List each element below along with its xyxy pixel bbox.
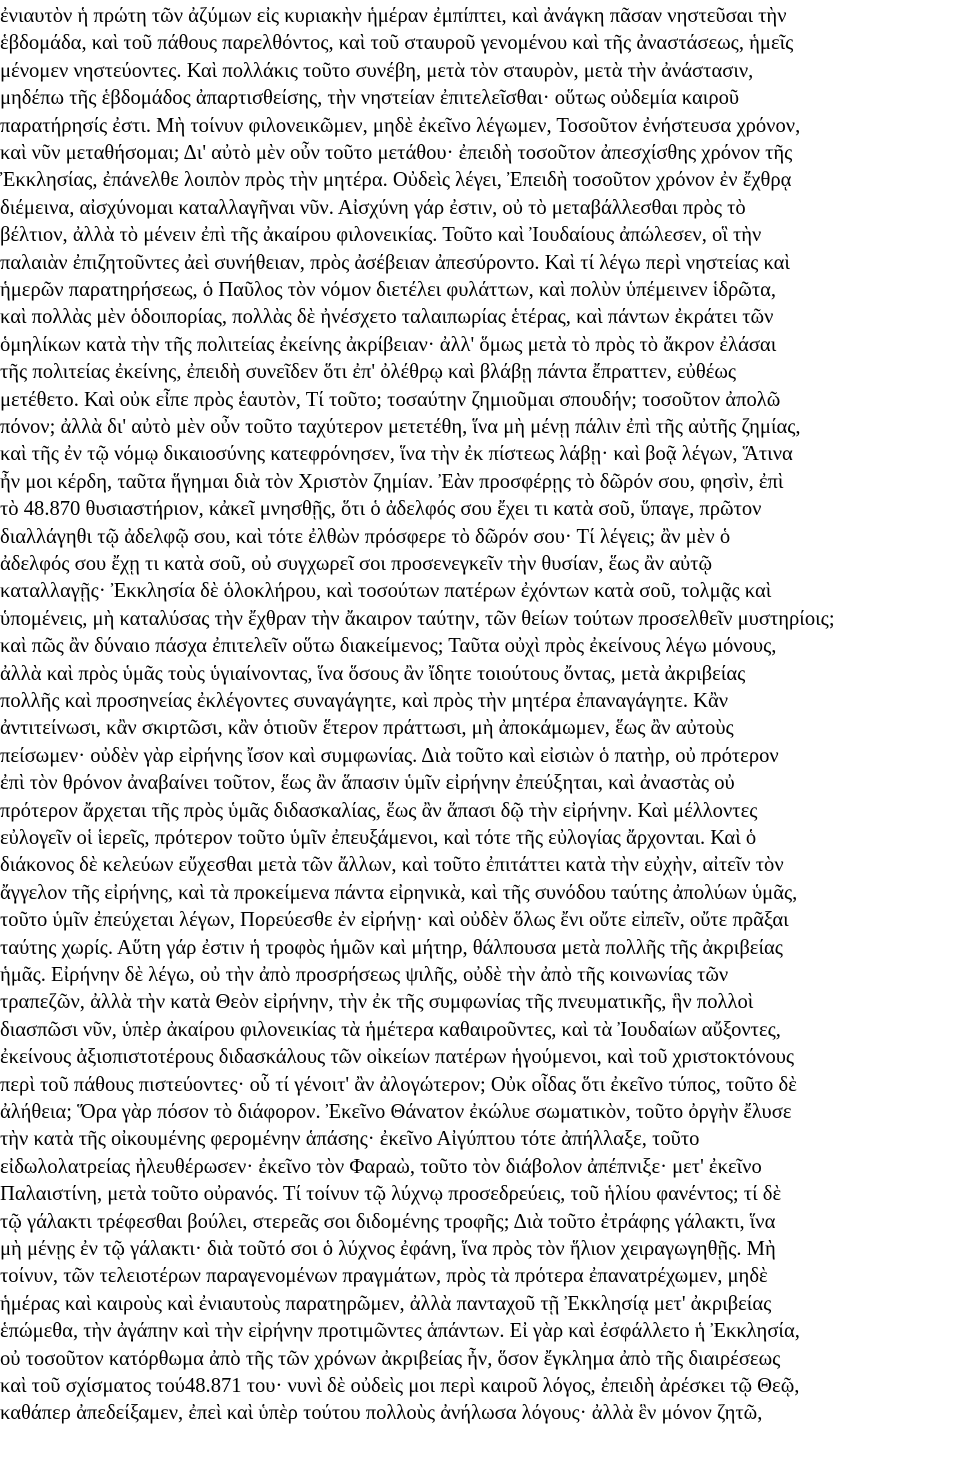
- text-line: εὐλογεῖν οἱ ἱερεῖς, πρότερον τοῦτο ὑμῖν ἐπευξάμενοι, καὶ τότε τῆς εὐλογίας ἄρχονται. Καὶ ὁ: [0, 827, 757, 849]
- text-line: βέλτιον, ἀλλὰ τὸ μένειν ἐπὶ τῆς ἀκαίρου φιλονεικίας. Τοῦτο καὶ Ἰουδαίους ἀπώλεσεν, οἳ τὴν: [0, 224, 762, 247]
- text-line: ἦν μοι κέρδη, ταῦτα ἥγημαι διὰ τὸν Χριστὸν ζημίαν. Ἐὰν προσφέρῃς τὸ δῶρόν σου, φησὶν, ἐπὶ: [0, 470, 784, 493]
- text-line: εἰδωλολατρείας ἠλευθέρωσεν· ἐκεῖνο τὸν Φαραὼ, τοῦτο τὸν διάβολον ἀπέπνιξε· μετ' ἐκεῖνο: [0, 1155, 762, 1178]
- text-line: ὑπομένεις, μὴ καταλύσας τὴν ἔχθραν τὴν ἄκαιρον ταύτην, τῶν θείων τούτων προσελθεῖν μυστηρίοις;: [0, 607, 835, 630]
- text-line: ἡμέρας καὶ καιροὺς καὶ ἐνιαυτοὺς παρατηρῶμεν, ἀλλὰ πανταχοῦ τῇ Ἐκκλησίᾳ μετ' ἀκριβείας: [0, 1292, 772, 1315]
- text-line: Παλαιστίνη, μετὰ τοῦτο οὐρανός. Τί τοίνυν τῷ λύχνῳ προσεδρεύεις, τοῦ ἡλίου φανέντος; τί δὲ: [0, 1183, 782, 1206]
- text-line: περὶ τοῦ πάθους πιστεύοντες· οὗ τί γένοιτ' ἂν ἀλογώτερον; Οὐκ οἶδας ὅτι ἐκεῖνο τύπος, τοῦτο δὲ: [0, 1073, 797, 1096]
- text-line: τῷ γάλακτι τρέφεσθαι βούλει, στερεᾶς σοι διδομένης τροφῆς; Διὰ τοῦτο ἐτράφης γάλακτι, ἵνα: [0, 1210, 776, 1233]
- text-line: πολλῆς καὶ προσηνείας ἐκλέγοντες συναγάγητε, καὶ πρὸς τὴν μητέρα ἐπαναγάγητε. Κἂν: [0, 690, 729, 712]
- text-line: διασπῶσι νῦν, ὑπὲρ ἀκαίρου φιλονεικίας τὰ ἡμέτερα καθαιροῦντες, καὶ τὰ Ἰουδαίων αὔξοντες,: [0, 1018, 781, 1041]
- text-line: τῆς πολιτείας ἐκείνης, ἐπειδὴ συνεῖδεν ὅτι ἐπ' ὀλέθρῳ καὶ βλάβῃ πάντα ἔπραττεν, εὐθέως: [0, 361, 737, 384]
- text-line: πείσωμεν· οὐδὲν γὰρ εἰρήνης ἴσον καὶ συμφωνίας. Διὰ τοῦτο καὶ εἰσιὼν ὁ πατὴρ, οὐ πρότερον: [0, 744, 779, 767]
- text-line: καὶ νῦν μεταθήσομαι; Δι' αὐτὸ μὲν οὖν τοῦτο μετάθου· ἐπειδὴ τοσοῦτον ἀπεσχίσθης χρόνον τῆς: [0, 142, 793, 164]
- text-line: τραπεζῶν, ἀλλὰ τὴν κατὰ Θεὸν εἰρήνην, τὴν ἐκ τῆς συμφωνίας τῆς πνευματικῆς, ἣν πολλοὶ: [0, 991, 754, 1014]
- text-line: ταύτης χωρίς. Αὕτη γάρ ἐστιν ἡ τροφὸς ἡμῶν καὶ μήτηρ, θάλπουσα μετὰ πολλῆς τῆς ἀκριβείας: [0, 936, 783, 959]
- text-line: καὶ πολλὰς μὲν ὁδοιπορίας, πολλὰς δὲ ἠνέσχετο ταλαιπωρίας ἑτέρας, καὶ πάντων ἐκράτει τῶν: [0, 306, 774, 329]
- text-line: τὸ 48.870 θυσιαστήριον, κἀκεῖ μνησθῇς, ὅτι ὁ ἀδελφός σου ἔχει τι κατὰ σοῦ, ὕπαγε, πρῶτον: [0, 498, 762, 521]
- text-line: μηδέπω τῆς ἑβδομάδος ἀπαρτισθείσης, τὴν νηστείαν ἐπιτελεῖσθαι· οὕτως οὐδεμία καιροῦ: [0, 87, 740, 110]
- text-line: ἀδελφός σου ἔχῃ τι κατὰ σοῦ, οὐ συγχωρεῖ σοι προσενεγκεῖν τὴν θυσίαν, ἕως ἂν αὐτῷ: [0, 553, 713, 575]
- text-line: τὴν κατὰ τῆς οἰκουμένης φερομένην ἁπάσης· ἐκεῖνο Αἰγύπτου τότε ἀπήλλαξε, τοῦτο: [0, 1128, 700, 1151]
- text-line: καταλλαγῇς· Ἐκκλησία δὲ ὁλοκλήρου, καὶ τοσούτων πατέρων ἐχόντων κατὰ σοῦ, τολμᾷς καὶ: [0, 580, 772, 603]
- text-line: ἐπὶ τὸν θρόνον ἀναβαίνει τοῦτον, ἕως ἂν ἅπασιν ὑμῖν εἰρήνην ἐπεύξηται, καὶ ἀναστὰς οὐ: [0, 772, 735, 795]
- text-line: ἀλλὰ καὶ πρὸς ὑμᾶς τοὺς ὑγιαίνοντας, ἵνα ὅσους ἂν ἴδητε τοιούτους ὄντας, μετὰ ἀκριβείας: [0, 662, 746, 685]
- text-line: ἄγγελον τῆς εἰρήνης, καὶ τὰ προκείμενα πάντα εἰρηνικὰ, καὶ τῆς συνόδου ταύτης ἀπολύων ὑμᾶς,: [0, 881, 798, 904]
- text-line: παρατήρησίς ἐστι. Μὴ τοίνυν φιλονεικῶμεν, μηδὲ ἐκεῖνο λέγωμεν, Τοσοῦτον ἐνήστευσα χρόνον,: [0, 114, 801, 137]
- text-line: οὐ τοσοῦτον κατόρθωμα ἀπὸ τῆς τῶν χρόνων ἀκριβείας ἦν, ὅσον ἔγκλημα ἀπὸ τῆς διαιρέσεως: [0, 1347, 781, 1370]
- text-line: μένομεν νηστεύοντες. Καὶ πολλάκις τοῦτο συνέβη, μετὰ τὸν σταυρὸν, μετὰ τὴν ἀνάστασιν,: [0, 59, 754, 82]
- text-line: παλαιὰν ἐπιζητοῦντες ἀεὶ συνήθειαν, πρὸς ἀσέβειαν ἀπεσύροντο. Καὶ τί λέγω περὶ νηστείας καὶ: [0, 251, 790, 274]
- text-line: ἐκείνους ἀξιοπιστοτέρους διδασκάλους τῶν οἰκείων πατέρων ἡγούμενοι, καὶ τοῦ χριστοκτόνους: [0, 1046, 795, 1069]
- text-line: τοῦτο ὑμῖν ἐπεύχεται λέγων, Πορεύεσθε ἐν εἰρήνῃ· καὶ οὐδὲν ὅλως ἔνι οὔτε εἰπεῖν, οὔτε πρᾶξαι: [0, 909, 789, 932]
- text-line: πόνον; ἀλλὰ δι' αὐτὸ μὲν οὖν τοῦτο ταχύτερον μετετέθη, ἵνα μὴ μένῃ πάλιν ἐπὶ τῆς αὐτῆς ζημίας,: [0, 416, 801, 438]
- text-line: ἡμερῶν παρατηρήσεως, ὁ Παῦλος τὸν νόμον διετέλει φυλάττων, καὶ πολὺν ὑπέμεινεν ἱδρῶτα,: [0, 279, 777, 301]
- text-line: ὁμηλίκων κατὰ τὴν τῆς πολιτείας ἐκείνης ἀκρίβειαν· ἀλλ' ὅμως μετὰ τὸ πρὸς τὸ ἄκρον ἐλάσαι: [0, 333, 777, 356]
- text-line: ἡμᾶς. Εἰρήνην δὲ λέγω, οὐ τὴν ἀπὸ προσρήσεως ψιλῆς, οὐδὲ τὴν ἀπὸ τῆς κοινωνίας τῶν: [0, 964, 729, 986]
- text-line: ἀντιτείνωσι, κἂν σκιρτῶσι, κἂν ὁτιοῦν ἕτερον πράττωσι, μὴ ἀποκάμωμεν, ἕως ἂν αὐτοὺς: [0, 717, 734, 740]
- text-line: ἐνιαυτὸν ἡ πρώτη τῶν ἀζύμων εἰς κυριακὴν ἡμέραν ἐμπίπτει, καὶ ἀνάγκη πᾶσαν νηστεῦσαι τὴν: [0, 5, 787, 27]
- text-line: πρότερον ἄρχεται τῆς πρὸς ὑμᾶς διδασκαλίας, ἕως ἂν ἅπασι δῷ τὴν εἰρήνην. Καὶ μέλλοντες: [0, 799, 758, 822]
- text-line: ἑβδομάδα, καὶ τοῦ πάθους παρελθόντος, καὶ τοῦ σταυροῦ γενομένου καὶ τῆς ἀναστάσεως, ἡμεῖς: [0, 32, 794, 55]
- text-line: διαλλάγηθι τῷ ἀδελφῷ σου, καὶ τότε ἐλθὼν πρόσφερε τὸ δῶρόν σου· Τί λέγεις; ἂν μὲν ὁ: [0, 525, 731, 548]
- text-line: διάκονος δὲ κελεύων εὔχεσθαι μετὰ τῶν ἄλλων, καὶ τοῦτο ἐπιτάττει κατὰ τὴν εὐχὴν, αἰτεῖν τὸν: [0, 854, 784, 877]
- text-line: τοίνυν, τῶν τελειοτέρων παραγενομένων πραγμάτων, πρὸς τὰ πρότερα ἐπανατρέχωμεν, μηδὲ: [0, 1265, 768, 1288]
- text-line: μετέθετο. Καὶ οὐκ εἶπε πρὸς ἑαυτὸν, Τί τοῦτο; τοσαύτην ζημιοῦμαι σπουδήν; τοσοῦτον ἀπολῶ: [0, 388, 781, 411]
- text-line: καὶ τῆς ἐν τῷ νόμῳ δικαιοσύνης κατεφρόνησεν, ἵνα τὴν ἐκ πίστεως λάβῃ· καὶ βοᾷ λέγων, Ἅτινα: [0, 443, 793, 466]
- text-line: ἀλήθεια; Ὅρα γὰρ πόσον τὸ διάφορον. Ἐκεῖνο Θάνατον ἐκώλυε σωματικὸν, τοῦτο ὀργὴν ἔλυσε: [0, 1101, 792, 1123]
- text-line: καθάπερ ἀπεδείξαμεν, ἐπεὶ καὶ ὑπὲρ τούτου πολλοὺς ἀνήλωσα λόγους· ἀλλὰ ἓν μόνον ζητῶ,: [0, 1402, 763, 1425]
- text-line: Ἐκκλησίας, ἐπάνελθε λοιπὸν πρὸς τὴν μητέρα. Οὐδεὶς λέγει, Ἐπειδὴ τοσοῦτον χρόνον ἐν ἔχθρᾳ: [0, 169, 792, 192]
- text-line: καὶ τοῦ σχίσματος τού48.871 του· νυνὶ δὲ οὐδεὶς μοι περὶ καιροῦ λόγος, ἐπειδὴ ἀρέσκει τῷ Θεῷ,: [0, 1375, 800, 1397]
- text-line: καὶ πῶς ἂν δύναιο πάσχα ἐπιτελεῖν οὕτω διακείμενος; Ταῦτα οὐχὶ πρὸς ἐκείνους λέγω μόνους,: [0, 635, 777, 658]
- text-line: ἑπώμεθα, τὴν ἀγάπην καὶ τὴν εἰρήνην προτιμῶντες ἁπάντων. Εἰ γὰρ καὶ ἐσφάλλετο ἡ Ἐκκλησία,: [0, 1320, 800, 1343]
- text-line: μὴ μένῃς ἐν τῷ γάλακτι· διὰ τοῦτό σοι ὁ λύχνος ἐφάνη, ἵνα πρὸς τὸν ἥλιον χειραγωγηθῇς. Μὴ: [0, 1238, 776, 1260]
- text-line: διέμεινα, αἰσχύνομαι καταλλαγῆναι νῦν. Αἰσχύνη γάρ ἐστιν, οὐ τὸ μεταβάλλεσθαι πρὸς τὸ: [0, 196, 746, 219]
